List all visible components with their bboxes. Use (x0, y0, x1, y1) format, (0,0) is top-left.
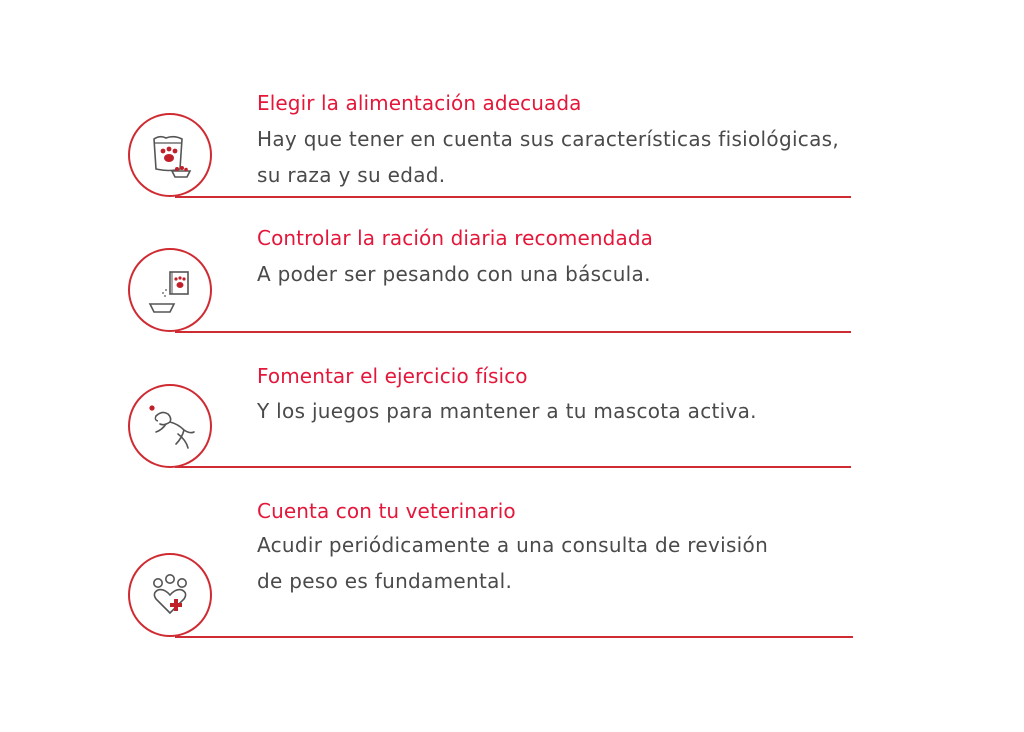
food-portion-icon (128, 248, 212, 332)
divider (175, 331, 851, 333)
tip-title: Cuenta con tu veterinario (257, 499, 516, 523)
tip-line: Hay que tener en cuenta sus características fisiológicas, (257, 127, 840, 151)
tip-description (257, 121, 839, 193)
tip-line: A poder ser pesando con una báscula. (257, 262, 651, 286)
tip-line: su raza y su edad. (257, 163, 446, 187)
divider (175, 466, 851, 468)
tip-title: Controlar la ración diaria recomendada (257, 226, 653, 250)
divider (175, 196, 851, 198)
tip-line: de peso es fundamental. (257, 569, 513, 593)
food-bag-icon (128, 113, 212, 197)
tip-description (257, 393, 757, 429)
tip-description (257, 256, 651, 292)
tip-title: Fomentar el ejercicio físico (257, 364, 528, 388)
dog-jumping-icon (128, 384, 212, 468)
tip-description (257, 527, 768, 599)
tip-line: Acudir periódicamente a una consulta de revisión (257, 533, 769, 557)
tip-line: Y los juegos para mantener a tu mascota activa. (257, 399, 757, 423)
tip-title: Elegir la alimentación adecuada (257, 91, 582, 115)
divider (175, 636, 853, 638)
paw-heart-vet-icon (128, 553, 212, 637)
